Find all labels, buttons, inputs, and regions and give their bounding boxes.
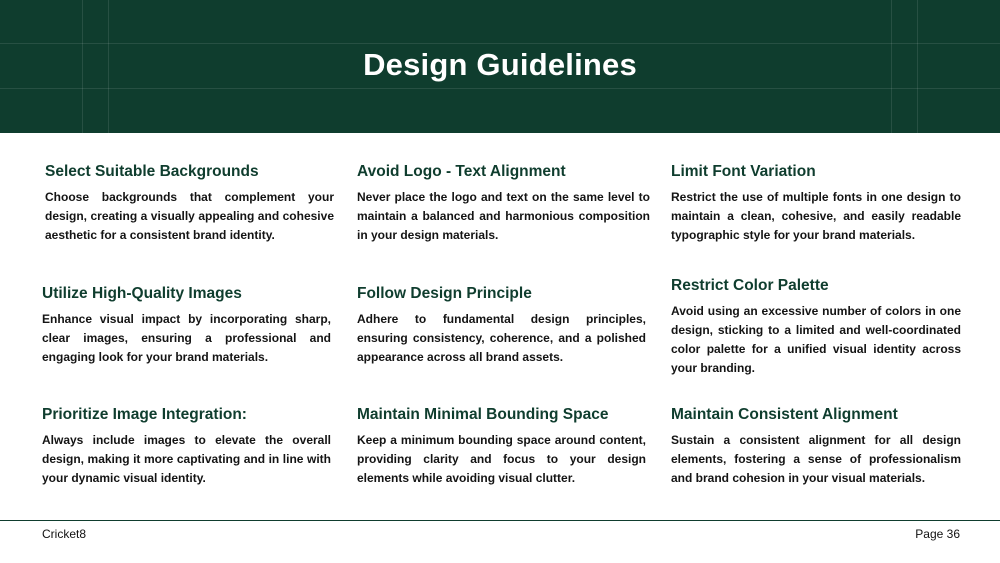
footer-brand: Cricket8 bbox=[42, 527, 87, 541]
page-number: Page 36 bbox=[915, 527, 960, 541]
guideline-color-palette bbox=[671, 276, 961, 378]
header-banner bbox=[0, 0, 1000, 133]
guideline-description: Keep a minimum bounding space around content, providing clarity and focus to your design elements while avoiding visual clutter. bbox=[357, 433, 646, 485]
guideline-description: Adhere to fundamental design principles, ensuring consistency, coherence, and a polished appearance across all brand assets. bbox=[357, 312, 646, 364]
guideline-title: Select Suitable Backgrounds bbox=[45, 163, 259, 180]
guideline-description: Never place the logo and text on the same level to maintain a balanced and harmonious composition in your design materials. bbox=[357, 190, 650, 242]
guideline-title: Utilize High-Quality Images bbox=[42, 285, 242, 302]
guideline-select-backgrounds bbox=[45, 162, 334, 245]
guideline-description: Enhance visual impact by incorporating sharp, clear images, ensuring a professional and engaging look for your brand materials. bbox=[42, 312, 331, 364]
guideline-description: Sustain a consistent alignment for all design elements, fostering a sense of professionalism and brand cohesion in your visual materials. bbox=[671, 433, 961, 485]
guideline-title: Maintain Minimal Bounding Space bbox=[357, 406, 609, 423]
decorative-grid-line bbox=[0, 43, 1000, 44]
guideline-quality-images bbox=[42, 284, 331, 367]
guideline-bounding-space bbox=[357, 405, 646, 488]
guideline-title: Follow Design Principle bbox=[357, 285, 532, 302]
page-title: Design Guidelines bbox=[363, 47, 637, 82]
guideline-title: Maintain Consistent Alignment bbox=[671, 406, 898, 423]
guideline-title: Prioritize Image Integration: bbox=[42, 406, 247, 423]
guideline-image-integration bbox=[42, 405, 331, 488]
footer-divider bbox=[0, 520, 1000, 521]
guideline-consistent-alignment bbox=[671, 405, 961, 488]
guideline-description: Restrict the use of multiple fonts in one design to maintain a clean, cohesive, and easily readable typographic style for your brand materials. bbox=[671, 190, 961, 242]
guideline-avoid-logo-text bbox=[357, 162, 650, 245]
guideline-title: Avoid Logo - Text Alignment bbox=[357, 163, 566, 180]
guideline-description: Always include images to elevate the overall design, making it more captivating and in line with your dynamic visual identity. bbox=[42, 433, 331, 485]
decorative-grid-line bbox=[0, 88, 1000, 89]
guideline-design-principle bbox=[357, 284, 646, 367]
guideline-title: Restrict Color Palette bbox=[671, 277, 829, 294]
guideline-description: Avoid using an excessive number of colors in one design, sticking to a limited and well-coordinated color palette for a unified visual identity across your branding. bbox=[671, 304, 961, 375]
guideline-limit-fonts bbox=[671, 162, 961, 245]
guideline-description: Choose backgrounds that complement your design, creating a visually appealing and cohesive aesthetic for a consistent brand identity. bbox=[45, 190, 334, 242]
guideline-title: Limit Font Variation bbox=[671, 163, 816, 180]
